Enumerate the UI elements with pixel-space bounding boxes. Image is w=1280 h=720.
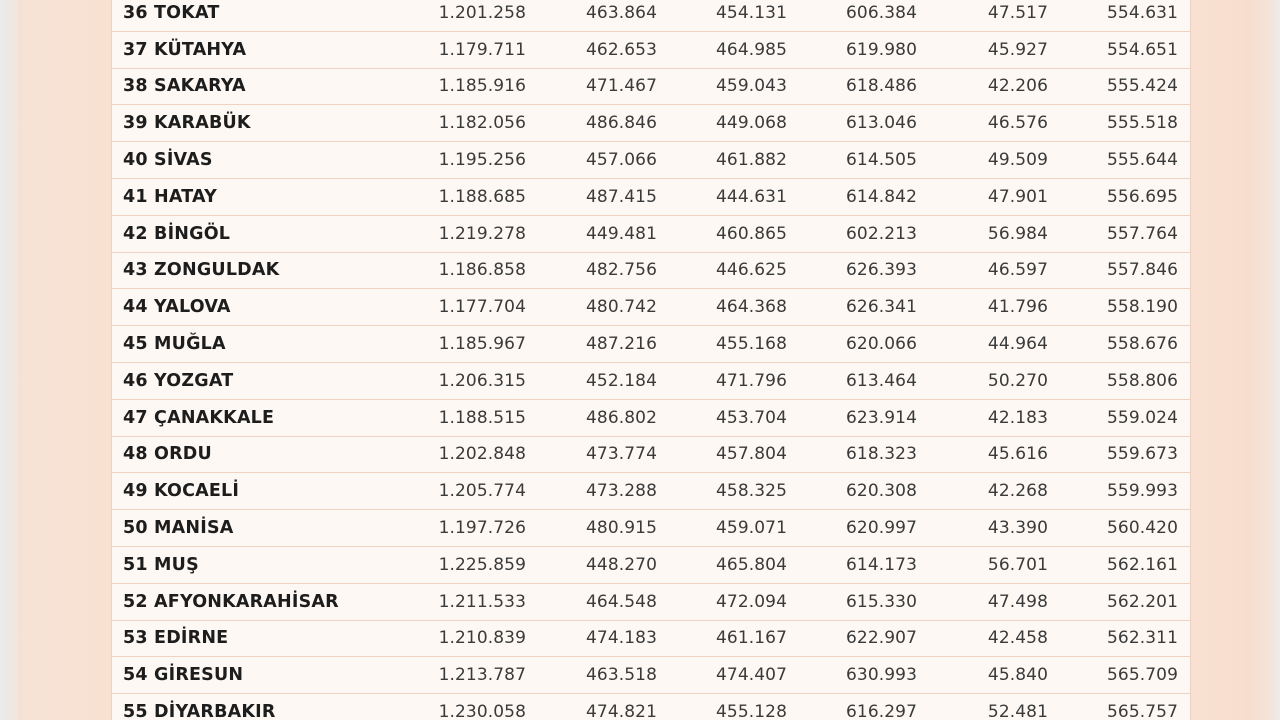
table-row (112, 363, 1190, 400)
province-name-cell: 52 AFYONKARAHİSAR (123, 591, 339, 612)
value-column-6-cell: 556.695 (1107, 186, 1178, 207)
value-column-2-cell: 486.802 (586, 407, 657, 428)
value-column-5-cell: 44.964 (987, 334, 1048, 355)
value-column-2-cell: 457.066 (586, 150, 657, 171)
value-column-2-cell: 449.481 (586, 223, 657, 244)
value-column-1-cell: 1.219.278 (438, 223, 526, 244)
value-column-4-cell: 616.297 (846, 702, 917, 720)
value-column-3-cell: 461.167 (716, 628, 787, 649)
value-column-2-cell: 448.270 (586, 554, 657, 575)
province-name-cell: 38 SAKARYA (123, 76, 246, 97)
value-column-6-cell: 560.420 (1107, 518, 1178, 539)
value-column-6-cell: 559.673 (1107, 444, 1178, 465)
value-column-6-cell: 559.993 (1107, 481, 1178, 502)
table-row (112, 105, 1190, 142)
value-column-5-cell: 56.984 (987, 223, 1048, 244)
value-column-3-cell: 472.094 (716, 591, 787, 612)
value-column-1-cell: 1.179.711 (438, 39, 526, 60)
value-column-5-cell: 41.796 (987, 297, 1048, 318)
value-column-2-cell: 471.467 (586, 76, 657, 97)
value-column-4-cell: 626.341 (846, 297, 917, 318)
table-row (112, 657, 1190, 694)
value-column-1-cell: 1.211.533 (438, 591, 526, 612)
value-column-3-cell: 453.704 (716, 407, 787, 428)
value-column-2-cell: 480.742 (586, 297, 657, 318)
value-column-5-cell: 56.701 (987, 554, 1048, 575)
province-name-cell: 40 SİVAS (123, 150, 213, 171)
value-column-6-cell: 555.644 (1107, 150, 1178, 171)
value-column-4-cell: 620.308 (846, 481, 917, 502)
value-column-3-cell: 458.325 (716, 481, 787, 502)
value-column-1-cell: 1.213.787 (438, 665, 526, 686)
value-column-1-cell: 1.201.258 (438, 2, 526, 23)
province-name-cell: 37 KÜTAHYA (123, 39, 247, 60)
value-column-3-cell: 459.043 (716, 76, 787, 97)
value-column-4-cell: 619.980 (846, 39, 917, 60)
value-column-5-cell: 47.901 (987, 186, 1048, 207)
value-column-3-cell: 464.985 (716, 39, 787, 60)
value-column-5-cell: 50.270 (987, 370, 1048, 391)
table-row (112, 473, 1190, 510)
province-name-cell: 39 KARABÜK (123, 113, 251, 134)
value-column-4-cell: 602.213 (846, 223, 917, 244)
value-column-4-cell: 615.330 (846, 591, 917, 612)
value-column-6-cell: 558.676 (1107, 334, 1178, 355)
value-column-5-cell: 42.458 (987, 628, 1048, 649)
province-name-cell: 43 ZONGULDAK (123, 260, 280, 281)
value-column-6-cell: 555.424 (1107, 76, 1178, 97)
value-column-4-cell: 613.464 (846, 370, 917, 391)
province-name-cell: 41 HATAY (123, 186, 217, 207)
value-column-6-cell: 565.709 (1107, 665, 1178, 686)
value-column-2-cell: 487.216 (586, 334, 657, 355)
value-column-2-cell: 463.518 (586, 665, 657, 686)
table-row (112, 547, 1190, 584)
value-column-4-cell: 614.505 (846, 150, 917, 171)
value-column-5-cell: 45.927 (987, 39, 1048, 60)
value-column-4-cell: 614.173 (846, 554, 917, 575)
value-column-1-cell: 1.186.858 (438, 260, 526, 281)
province-name-cell: 55 DİYARBAKIR (123, 702, 276, 720)
province-name-cell: 46 YOZGAT (123, 370, 234, 391)
value-column-4-cell: 614.842 (846, 186, 917, 207)
value-column-5-cell: 52.481 (987, 702, 1048, 720)
value-column-3-cell: 455.128 (716, 702, 787, 720)
value-column-3-cell: 459.071 (716, 518, 787, 539)
table-row (112, 179, 1190, 216)
value-column-2-cell: 464.548 (586, 591, 657, 612)
value-column-6-cell: 554.631 (1107, 2, 1178, 23)
value-column-5-cell: 42.206 (987, 76, 1048, 97)
table-row (112, 32, 1190, 69)
value-column-3-cell: 465.804 (716, 554, 787, 575)
value-column-3-cell: 461.882 (716, 150, 787, 171)
value-column-6-cell: 565.757 (1107, 702, 1178, 720)
value-column-2-cell: 480.915 (586, 518, 657, 539)
left-page-edge (0, 0, 18, 720)
province-name-cell: 48 ORDU (123, 444, 212, 465)
province-name-cell: 45 MUĞLA (123, 334, 226, 355)
value-column-2-cell: 474.821 (586, 702, 657, 720)
value-column-5-cell: 42.268 (987, 481, 1048, 502)
value-column-5-cell: 42.183 (987, 407, 1048, 428)
value-column-2-cell: 487.415 (586, 186, 657, 207)
value-column-2-cell: 473.774 (586, 444, 657, 465)
value-column-6-cell: 562.161 (1107, 554, 1178, 575)
value-column-1-cell: 1.182.056 (438, 113, 526, 134)
value-column-1-cell: 1.225.859 (438, 554, 526, 575)
value-column-1-cell: 1.188.515 (438, 407, 526, 428)
value-column-5-cell: 49.509 (987, 150, 1048, 171)
value-column-4-cell: 626.393 (846, 260, 917, 281)
value-column-1-cell: 1.185.967 (438, 334, 526, 355)
value-column-4-cell: 606.384 (846, 2, 917, 23)
value-column-5-cell: 45.840 (987, 665, 1048, 686)
value-column-6-cell: 562.311 (1107, 628, 1178, 649)
table-row (112, 289, 1190, 326)
value-column-4-cell: 620.066 (846, 334, 917, 355)
value-column-6-cell: 559.024 (1107, 407, 1178, 428)
value-column-5-cell: 43.390 (987, 518, 1048, 539)
value-column-1-cell: 1.230.058 (438, 702, 526, 720)
value-column-6-cell: 554.651 (1107, 39, 1178, 60)
table-row (112, 142, 1190, 179)
value-column-4-cell: 620.997 (846, 518, 917, 539)
value-column-6-cell: 557.764 (1107, 223, 1178, 244)
value-column-1-cell: 1.205.774 (438, 481, 526, 502)
value-column-5-cell: 46.597 (987, 260, 1048, 281)
table-row (112, 69, 1190, 106)
value-column-6-cell: 558.190 (1107, 297, 1178, 318)
value-column-2-cell: 473.288 (586, 481, 657, 502)
province-name-cell: 54 GİRESUN (123, 665, 244, 686)
value-column-1-cell: 1.177.704 (438, 297, 526, 318)
table-row (112, 437, 1190, 474)
value-column-4-cell: 618.486 (846, 76, 917, 97)
value-column-3-cell: 454.131 (716, 2, 787, 23)
value-column-6-cell: 555.518 (1107, 113, 1178, 134)
value-column-2-cell: 463.864 (586, 2, 657, 23)
value-column-3-cell: 474.407 (716, 665, 787, 686)
table-row (112, 694, 1190, 720)
table-row (112, 253, 1190, 290)
value-column-6-cell: 557.846 (1107, 260, 1178, 281)
table-row (112, 216, 1190, 253)
value-column-1-cell: 1.206.315 (438, 370, 526, 391)
value-column-6-cell: 558.806 (1107, 370, 1178, 391)
table-body (112, 0, 1190, 720)
table-row (112, 326, 1190, 363)
province-name-cell: 51 MUŞ (123, 554, 199, 575)
value-column-4-cell: 613.046 (846, 113, 917, 134)
value-column-2-cell: 452.184 (586, 370, 657, 391)
table-row (112, 510, 1190, 547)
value-column-5-cell: 47.517 (987, 2, 1048, 23)
value-column-1-cell: 1.210.839 (438, 628, 526, 649)
value-column-6-cell: 562.201 (1107, 591, 1178, 612)
province-name-cell: 42 BİNGÖL (123, 223, 231, 244)
value-column-5-cell: 46.576 (987, 113, 1048, 134)
value-column-4-cell: 630.993 (846, 665, 917, 686)
province-name-cell: 44 YALOVA (123, 297, 231, 318)
value-column-2-cell: 482.756 (586, 260, 657, 281)
value-column-4-cell: 618.323 (846, 444, 917, 465)
value-column-2-cell: 486.846 (586, 113, 657, 134)
value-column-3-cell: 457.804 (716, 444, 787, 465)
right-page-edge (1266, 0, 1280, 720)
province-name-cell: 49 KOCAELİ (123, 481, 240, 502)
value-column-3-cell: 449.068 (716, 113, 787, 134)
value-column-1-cell: 1.202.848 (438, 444, 526, 465)
value-column-3-cell: 464.368 (716, 297, 787, 318)
province-name-cell: 36 TOKAT (123, 2, 220, 23)
province-name-cell: 47 ÇANAKKALE (123, 407, 275, 428)
value-column-2-cell: 474.183 (586, 628, 657, 649)
value-column-5-cell: 45.616 (987, 444, 1048, 465)
value-column-1-cell: 1.185.916 (438, 76, 526, 97)
table-row (112, 400, 1190, 437)
value-column-1-cell: 1.195.256 (438, 150, 526, 171)
table-row (112, 584, 1190, 621)
value-column-4-cell: 623.914 (846, 407, 917, 428)
table-row (112, 0, 1190, 32)
value-column-3-cell: 455.168 (716, 334, 787, 355)
value-column-5-cell: 47.498 (987, 591, 1048, 612)
value-column-3-cell: 444.631 (716, 186, 787, 207)
province-data-table (111, 0, 1191, 720)
value-column-3-cell: 446.625 (716, 260, 787, 281)
value-column-3-cell: 471.796 (716, 370, 787, 391)
value-column-3-cell: 460.865 (716, 223, 787, 244)
value-column-4-cell: 622.907 (846, 628, 917, 649)
province-name-cell: 53 EDİRNE (123, 628, 229, 649)
value-column-2-cell: 462.653 (586, 39, 657, 60)
value-column-1-cell: 1.197.726 (438, 518, 526, 539)
table-row (112, 621, 1190, 658)
value-column-1-cell: 1.188.685 (438, 186, 526, 207)
province-name-cell: 50 MANİSA (123, 518, 234, 539)
